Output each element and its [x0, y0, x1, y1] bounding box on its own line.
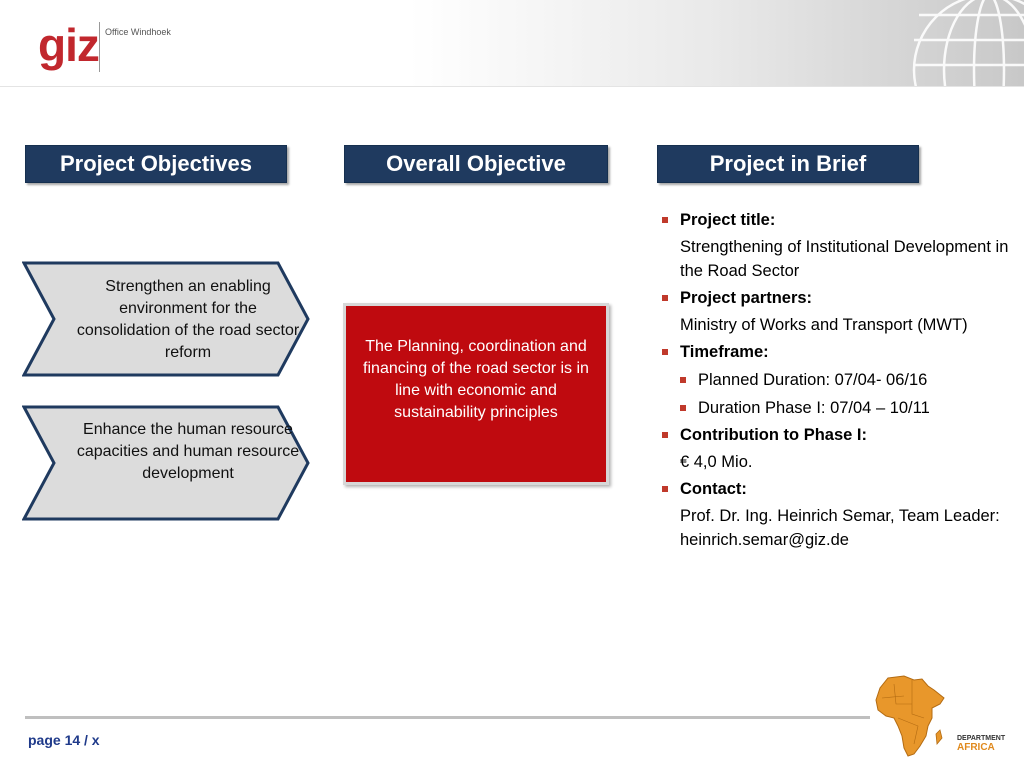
logo-divider	[99, 22, 100, 72]
bullet-icon	[662, 432, 668, 438]
brief-contact-label-row	[660, 477, 1010, 501]
header-divider	[0, 86, 1024, 87]
africa-word: AFRICA	[957, 742, 995, 753]
africa-map-icon	[874, 674, 946, 758]
brief-partners-value: Ministry of Works and Transport (MWT)	[680, 316, 968, 334]
bullet-icon	[680, 405, 686, 411]
objective-text-1: Strengthen an enabling environment for the consolidation of the road sector reform	[76, 278, 300, 361]
brief-contribution-label-row	[660, 423, 1010, 447]
brief-contact-label: Contact:	[680, 480, 747, 498]
bullet-icon	[662, 295, 668, 301]
objective-chevron-1	[22, 261, 312, 379]
brief-contribution-value: € 4,0 Mio.	[680, 453, 753, 471]
brief-title-label: Project title:	[680, 211, 776, 229]
bullet-icon	[662, 486, 668, 492]
page-number: page 14 / x	[28, 732, 100, 748]
project-brief-list	[660, 205, 1010, 552]
brief-timeframe-item-1: Planned Duration: 07/04- 06/16	[660, 368, 1010, 392]
header	[0, 0, 1024, 86]
globe-icon	[894, 0, 1024, 86]
brief-partners-label: Project partners:	[680, 289, 813, 307]
brief-timeframe-item-2: Duration Phase I: 07/04 – 10/11	[660, 396, 1010, 420]
brief-contribution-label: Contribution to Phase I:	[680, 426, 867, 444]
overall-objective-box: The Planning, coordination and financing of the road sector is in line with economic and sustainability principles	[343, 303, 609, 485]
bullet-icon	[662, 217, 668, 223]
heading-project-in-brief: Project in Brief	[657, 145, 919, 183]
brief-title-label-row	[660, 208, 1010, 232]
brief-partners-label-row	[660, 286, 1010, 310]
bullet-icon	[662, 349, 668, 355]
department-word: DEPARTMENT	[957, 735, 1006, 742]
footer-divider	[25, 716, 870, 719]
giz-logo: giz	[38, 19, 99, 71]
objective-text-2: Enhance the human resource capacities and human resource development	[76, 421, 300, 482]
office-label: Office Windhoek	[105, 27, 171, 37]
heading-project-objectives: Project Objectives	[25, 145, 287, 183]
brief-title-value: Strengthening of Institutional Development in the Road Sector	[680, 238, 1009, 280]
department-africa-label	[957, 734, 1005, 752]
brief-contact-value: Prof. Dr. Ing. Heinrich Semar, Team Leader: heinrich.semar@giz.de	[680, 507, 1000, 549]
objective-chevron-2	[22, 405, 312, 523]
bullet-icon	[680, 377, 686, 383]
heading-overall-objective: Overall Objective	[344, 145, 608, 183]
brief-timeframe-label: Timeframe:	[680, 343, 769, 361]
brief-timeframe-label-row	[660, 340, 1010, 364]
